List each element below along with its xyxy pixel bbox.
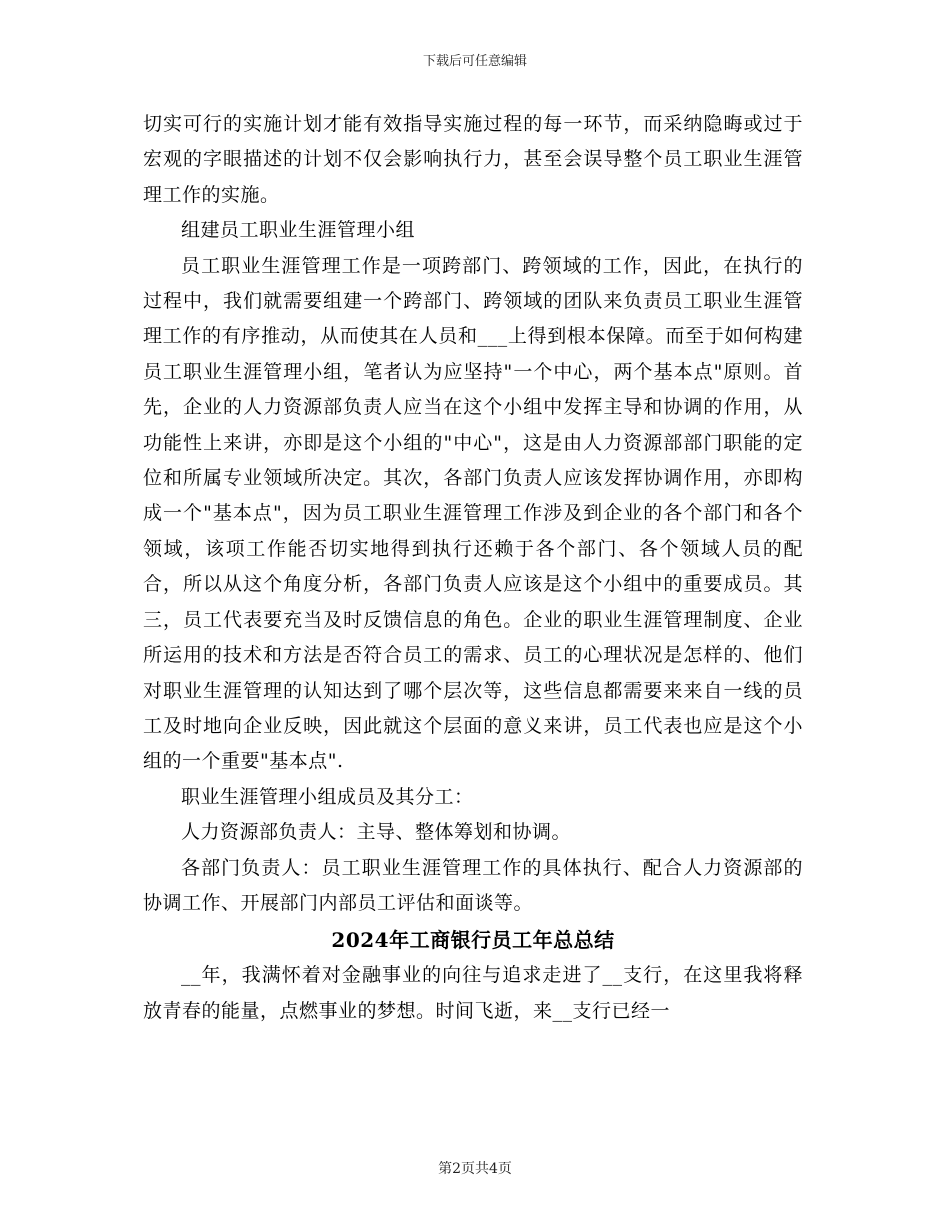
paragraph-3: 员工职业生涯管理工作是一项跨部门、跨领域的工作，因此，在执行的过程中，我们就需要组建一个跨部门、跨领域的团队来负责员工职业生涯管理工作的有序推动，从而使其在人员和___上得到根本保障。而至于如何构建员工职业生涯管理小组，笔者认为应坚持"一个中心，两个基本点"原则。首先，企业的人力资源部负责人应当在这个小组中发挥主导和协调的作用，从功能性上来讲，亦即是这个小组的"中心"，这是由人力资源部部门职能的定位和所属专业领域所决定。其次，各部门负责人应该发挥协调作用，亦即构成一个"基本点"，因为员工职业生涯管理工作涉及到企业的各个部门和各个领域，该项工作能否切实地得到执行还赖于各个部门、各个领域人员的配合，所以从这个角度分析，各部门负责人应该是这个小组中的重要成员。其三，员工代表要充当及时反馈信息的角色。企业的职业生涯管理制度、企业所运用的技术和方法是否符合员工的需求、员工的心理状况是怎样的、他们对职业生涯管理的认知达到了哪个层次等，这些信息都需要来来自一线的员工及时地向企业反映，因此就这个层面的意义来讲，员工代表也应是这个小组的一个重要"基本点".: [143, 254, 803, 773]
page-header: 下载后可任意编辑: [422, 54, 527, 69]
section-title: 2024年工商银行员工年总总结: [331, 928, 615, 953]
paragraph-6: 各部门负责人：员工职业生涯管理工作的具体执行、配合人力资源部的协调工作、开展部门内部员工评估和面谈等。: [143, 856, 803, 914]
document-body: [143, 107, 803, 1029]
page-footer: 第2页共4页: [438, 1161, 512, 1177]
paragraph-4: 职业生涯管理小组成员及其分工：: [181, 785, 474, 808]
paragraph-2-subheading: 组建员工职业生涯管理小组: [181, 219, 416, 242]
paragraph-1: 切实可行的实施计划才能有效指导实施过程的每一环节，而采纳隐晦或过于宏观的字眼描述的计划不仅会影响执行力，甚至会误导整个员工职业生涯管理工作的实施。: [143, 113, 803, 206]
paragraph-5: 人力资源部负责人：主导、整体筹划和协调。: [181, 821, 572, 844]
section-paragraph: __年，我满怀着对金融事业的向往与追求走进了__支行，在这里我将释放青春的能量，点燃事业的梦想。时间飞逝，来__支行已经一: [143, 964, 803, 1022]
